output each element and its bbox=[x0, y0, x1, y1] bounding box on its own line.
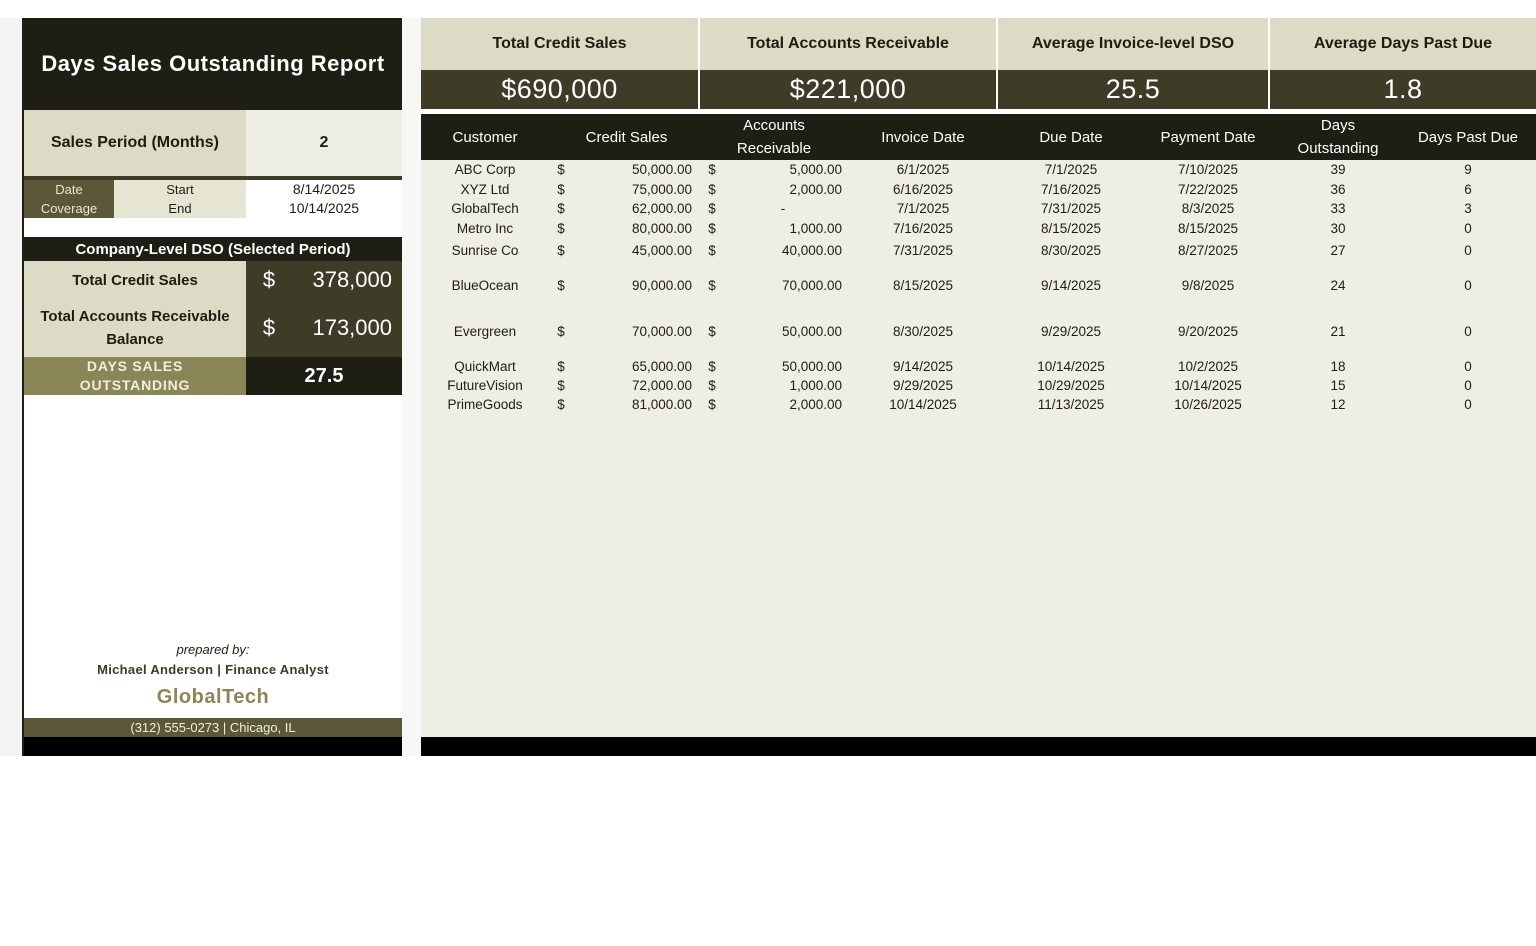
cell-customer[interactable]: Metro Inc bbox=[456, 220, 514, 236]
currency-symbol: $ bbox=[262, 315, 276, 340]
cell-payment-date[interactable]: 8/3/2025 bbox=[1181, 201, 1235, 216]
column-header-days-past-due[interactable]: Days Past Due bbox=[1417, 128, 1519, 146]
date-coverage-label-line1: Date bbox=[55, 182, 83, 197]
cell-ar[interactable]: 5,000.00 bbox=[789, 162, 842, 177]
cell-due-date[interactable]: 11/13/2025 bbox=[1037, 397, 1105, 412]
cell-days-outstanding[interactable]: 36 bbox=[1330, 181, 1346, 197]
sales-period-input[interactable]: 2 bbox=[246, 110, 402, 176]
sheet-margin-left bbox=[0, 18, 22, 756]
table-row bbox=[421, 179, 1536, 199]
total-ar-label-line1: Total Accounts Receivable bbox=[40, 308, 230, 325]
total-ar-value bbox=[246, 299, 402, 357]
company-level-dso-header: Company-Level DSO (Selected Period) bbox=[24, 237, 402, 261]
cell-days-outstanding[interactable]: 39 bbox=[1330, 162, 1346, 177]
table-row bbox=[421, 265, 1536, 306]
total-credit-sales-label: Total Credit Sales bbox=[24, 261, 246, 299]
cell-credit-sales[interactable]: 65,000.00 bbox=[631, 359, 692, 374]
cell-credit-sales[interactable]: 72,000.00 bbox=[631, 378, 692, 393]
table-row bbox=[421, 306, 1536, 357]
cell-ar-cur[interactable]: $ bbox=[708, 278, 716, 293]
cell-payment-date[interactable]: 10/26/2025 bbox=[1174, 397, 1242, 412]
cell-ar[interactable]: 70,000.00 bbox=[781, 278, 842, 293]
total-credit-sales-value bbox=[246, 261, 402, 299]
kpi-divider bbox=[698, 18, 700, 109]
dso-label-line1: DAYS SALES bbox=[86, 358, 184, 374]
cell-ar-cur[interactable]: $ bbox=[708, 242, 716, 258]
cell-credit-sales[interactable]: 80,000.00 bbox=[631, 220, 692, 236]
cell-customer[interactable]: FutureVision bbox=[447, 378, 523, 393]
kpi-value: $221,000 bbox=[700, 70, 996, 109]
cell-days-past-due[interactable]: 6 bbox=[1464, 181, 1472, 197]
cell-days-outstanding[interactable]: 18 bbox=[1330, 359, 1346, 374]
kpi-divider bbox=[1268, 18, 1270, 109]
cell-due-date[interactable]: 9/29/2025 bbox=[1040, 324, 1102, 339]
cell-invoice-date[interactable]: 8/30/2025 bbox=[892, 324, 954, 339]
cell-credit-sales[interactable]: 75,000.00 bbox=[631, 181, 692, 197]
prepared-by-label: prepared by: bbox=[176, 642, 250, 657]
cell-days-outstanding[interactable]: 33 bbox=[1330, 201, 1346, 216]
cell-payment-date[interactable]: 8/15/2025 bbox=[1177, 220, 1239, 236]
column-header-payment-date[interactable]: Payment Date bbox=[1160, 128, 1256, 146]
cell-payment-date[interactable]: 7/10/2025 bbox=[1177, 162, 1239, 177]
cell-customer[interactable]: Evergreen bbox=[453, 324, 517, 339]
cell-ar-cur[interactable]: $ bbox=[708, 397, 716, 412]
cell-credit-sales[interactable]: 45,000.00 bbox=[631, 242, 692, 258]
date-coverage-label bbox=[24, 180, 114, 218]
cell-invoice-date[interactable]: 6/16/2025 bbox=[892, 181, 954, 197]
header-line: Receivable bbox=[736, 140, 812, 157]
cell-ar[interactable]: 2,000.00 bbox=[789, 181, 842, 197]
cell-days-outstanding[interactable]: 30 bbox=[1330, 220, 1346, 236]
cell-days-past-due[interactable]: 0 bbox=[1464, 278, 1472, 293]
kpi-value: 25.5 bbox=[998, 70, 1268, 109]
cell-due-date[interactable]: 7/16/2025 bbox=[1040, 181, 1102, 197]
total-ar-label-line2: Balance bbox=[106, 331, 164, 348]
cell-payment-date[interactable]: 10/14/2025 bbox=[1174, 378, 1242, 393]
cell-cs-cur[interactable]: $ bbox=[557, 359, 565, 374]
cell-payment-date[interactable]: 9/20/2025 bbox=[1177, 324, 1239, 339]
cell-days-outstanding[interactable]: 27 bbox=[1330, 242, 1346, 258]
sheet-gutter bbox=[402, 18, 421, 756]
header-line: Days bbox=[1320, 117, 1356, 134]
cell-days-outstanding[interactable]: 15 bbox=[1330, 378, 1346, 393]
table-header bbox=[421, 114, 1536, 160]
cell-invoice-date[interactable]: 7/1/2025 bbox=[896, 201, 950, 216]
cell-payment-date[interactable]: 10/2/2025 bbox=[1177, 359, 1239, 374]
kpi-label: Average Invoice-level DSO bbox=[998, 18, 1268, 70]
cell-due-date[interactable]: 8/30/2025 bbox=[1040, 242, 1102, 258]
column-header-days-outstanding[interactable] bbox=[1276, 114, 1400, 160]
cell-days-past-due[interactable]: 0 bbox=[1464, 359, 1472, 374]
cell-customer[interactable]: XYZ Ltd bbox=[460, 181, 510, 197]
footer-bar bbox=[421, 737, 1536, 756]
cell-payment-date[interactable]: 9/8/2025 bbox=[1181, 278, 1235, 293]
footer-bar bbox=[24, 737, 402, 756]
cell-days-past-due[interactable]: 0 bbox=[1464, 324, 1472, 339]
cell-cs-cur[interactable]: $ bbox=[557, 201, 565, 216]
cell-days-past-due[interactable]: 9 bbox=[1464, 162, 1472, 177]
cell-days-outstanding[interactable]: 21 bbox=[1330, 324, 1346, 339]
cell-cs-cur[interactable]: $ bbox=[557, 397, 565, 412]
cell-cs-cur[interactable]: $ bbox=[557, 278, 565, 293]
cell-due-date[interactable]: 9/14/2025 bbox=[1040, 278, 1102, 293]
cell-ar[interactable]: 2,000.00 bbox=[789, 397, 842, 412]
table-row bbox=[421, 395, 1536, 414]
cell-credit-sales[interactable]: 70,000.00 bbox=[631, 324, 692, 339]
cell-days-past-due[interactable]: 0 bbox=[1464, 220, 1472, 236]
table-row bbox=[421, 376, 1536, 395]
sales-period-label: Sales Period (Months) bbox=[24, 110, 246, 176]
cell-days-past-due[interactable]: 3 bbox=[1464, 201, 1472, 216]
table-row bbox=[421, 160, 1536, 179]
cell-invoice-date[interactable]: 9/29/2025 bbox=[892, 378, 954, 393]
total-ar-amount: 173,000 bbox=[312, 315, 392, 340]
cell-cs-cur[interactable]: $ bbox=[557, 378, 565, 393]
cell-days-past-due[interactable]: 0 bbox=[1464, 242, 1472, 258]
kpi-label: Total Credit Sales bbox=[421, 18, 698, 70]
cell-credit-sales[interactable]: 62,000.00 bbox=[631, 201, 692, 216]
cell-ar-cur[interactable]: $ bbox=[708, 324, 716, 339]
column-header-accounts-receivable[interactable] bbox=[704, 114, 844, 160]
cell-ar-cur[interactable]: $ bbox=[708, 220, 716, 236]
cell-ar[interactable]: 1,000.00 bbox=[789, 220, 842, 236]
cell-cs-cur[interactable]: $ bbox=[557, 324, 565, 339]
kpi-value: $690,000 bbox=[421, 70, 698, 109]
company-logo-text: GlobalTech bbox=[156, 686, 270, 708]
cell-cs-cur[interactable]: $ bbox=[557, 162, 565, 177]
cell-customer[interactable]: PrimeGoods bbox=[447, 397, 523, 412]
cell-ar[interactable]: 1,000.00 bbox=[789, 378, 842, 393]
kpi-divider bbox=[996, 18, 998, 109]
table-row bbox=[421, 199, 1536, 218]
cell-ar-cur[interactable]: $ bbox=[708, 181, 716, 197]
column-header-due-date[interactable]: Due Date bbox=[1039, 128, 1103, 146]
cell-customer[interactable]: Sunrise Co bbox=[451, 242, 519, 258]
cell-ar[interactable]: 50,000.00 bbox=[781, 359, 842, 374]
cell-days-outstanding[interactable]: 24 bbox=[1330, 278, 1346, 293]
table-row bbox=[421, 357, 1536, 376]
cell-ar-cur[interactable]: $ bbox=[708, 359, 716, 374]
cell-customer[interactable]: GlobalTech bbox=[451, 201, 519, 216]
preparer-name: Michael Anderson | Finance Analyst bbox=[97, 662, 329, 677]
detail-panel bbox=[421, 18, 1536, 756]
cell-invoice-date[interactable]: 7/16/2025 bbox=[892, 220, 954, 236]
table-row bbox=[421, 218, 1536, 238]
cell-ar[interactable]: 40,000.00 bbox=[781, 242, 842, 258]
cell-ar-cur[interactable]: $ bbox=[708, 201, 716, 216]
currency-symbol: $ bbox=[262, 267, 276, 292]
start-date-value[interactable]: 8/14/2025 bbox=[246, 180, 402, 199]
cell-due-date[interactable]: 8/15/2025 bbox=[1040, 220, 1102, 236]
cell-ar-cur[interactable]: $ bbox=[708, 378, 716, 393]
cell-payment-date[interactable]: 7/22/2025 bbox=[1177, 181, 1239, 197]
cell-days-past-due[interactable]: 0 bbox=[1464, 378, 1472, 393]
cell-invoice-date[interactable]: 9/14/2025 bbox=[892, 359, 954, 374]
dso-value: 27.5 bbox=[246, 357, 402, 395]
cell-invoice-date[interactable]: 8/15/2025 bbox=[892, 278, 954, 293]
cell-due-date[interactable]: 7/1/2025 bbox=[1044, 162, 1098, 177]
start-label: Start bbox=[114, 180, 246, 199]
dso-label-line2: OUTSTANDING bbox=[79, 377, 191, 393]
kpi-value: 1.8 bbox=[1270, 70, 1536, 109]
cell-payment-date[interactable]: 8/27/2025 bbox=[1177, 242, 1239, 258]
total-ar-label bbox=[24, 299, 246, 357]
column-header-customer[interactable]: Customer bbox=[452, 128, 518, 146]
cell-invoice-date[interactable]: 6/1/2025 bbox=[896, 162, 950, 177]
date-coverage-label-line2: Coverage bbox=[40, 201, 98, 216]
cell-credit-sales[interactable]: 50,000.00 bbox=[631, 162, 692, 177]
cell-customer[interactable]: BlueOcean bbox=[451, 278, 519, 293]
cell-due-date[interactable]: 10/29/2025 bbox=[1037, 378, 1105, 393]
end-label: End bbox=[114, 199, 246, 218]
cell-cs-cur[interactable]: $ bbox=[557, 242, 565, 258]
cell-credit-sales[interactable]: 81,000.00 bbox=[631, 397, 692, 412]
cell-cs-cur[interactable]: $ bbox=[557, 220, 565, 236]
column-header-credit-sales[interactable]: Credit Sales bbox=[585, 128, 668, 146]
cell-ar-cur[interactable]: $ bbox=[708, 162, 716, 177]
cell-due-date[interactable]: 10/14/2025 bbox=[1037, 359, 1105, 374]
cell-cs-cur[interactable]: $ bbox=[557, 181, 565, 197]
cell-ar[interactable]: - bbox=[780, 201, 786, 216]
cell-days-outstanding[interactable]: 12 bbox=[1330, 397, 1346, 412]
total-credit-sales-amount: 378,000 bbox=[312, 267, 392, 292]
kpi-label: Total Accounts Receivable bbox=[700, 18, 996, 70]
end-date-value[interactable]: 10/14/2025 bbox=[246, 199, 402, 218]
cell-invoice-date[interactable]: 10/14/2025 bbox=[889, 397, 957, 412]
cell-ar[interactable]: 50,000.00 bbox=[781, 324, 842, 339]
cell-due-date[interactable]: 7/31/2025 bbox=[1040, 201, 1102, 216]
column-header-invoice-date[interactable]: Invoice Date bbox=[881, 128, 965, 146]
cell-customer[interactable]: QuickMart bbox=[454, 359, 516, 374]
cell-customer[interactable]: ABC Corp bbox=[454, 162, 516, 177]
kpi-label: Average Days Past Due bbox=[1270, 18, 1536, 70]
cell-credit-sales[interactable]: 90,000.00 bbox=[631, 278, 692, 293]
cell-days-past-due[interactable]: 0 bbox=[1464, 397, 1472, 412]
contact-info: (312) 555-0273 | Chicago, IL bbox=[24, 718, 402, 737]
dso-label bbox=[24, 357, 246, 395]
table-row bbox=[421, 238, 1536, 262]
header-line: Outstanding bbox=[1297, 140, 1379, 157]
header-line: Accounts bbox=[743, 117, 805, 134]
summary-panel bbox=[22, 18, 402, 756]
cell-invoice-date[interactable]: 7/31/2025 bbox=[892, 242, 954, 258]
report-title: Days Sales Outstanding Report bbox=[24, 18, 402, 110]
